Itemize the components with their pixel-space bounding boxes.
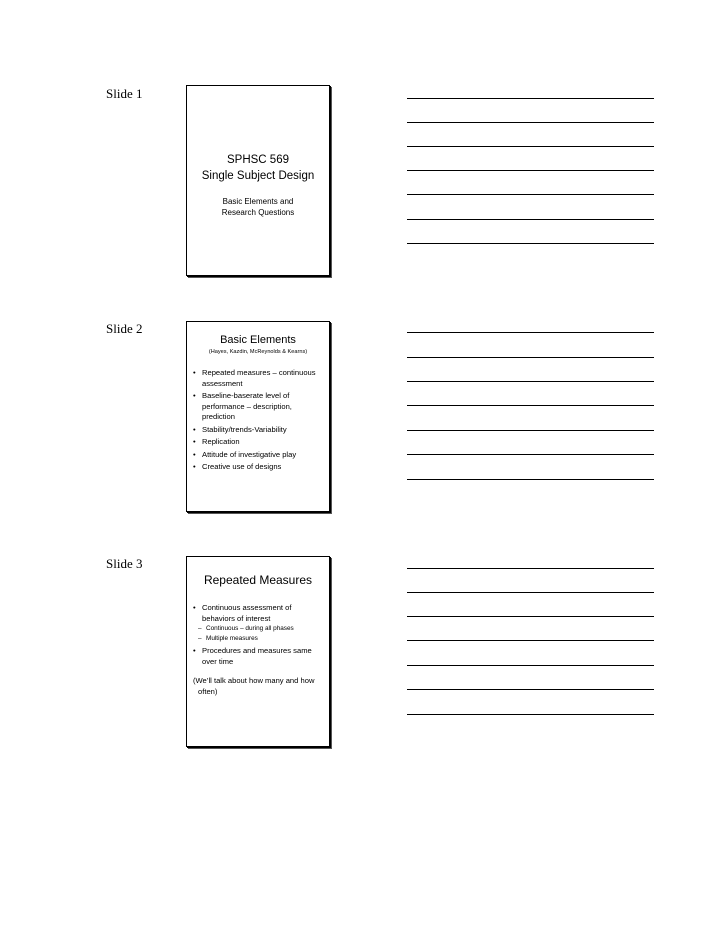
note-line (407, 170, 654, 171)
note-line (407, 568, 654, 569)
slide-1-subtitle-line-2: Research Questions (221, 208, 295, 217)
note-line (407, 381, 654, 382)
slide-1-subtitle-line-1: Basic Elements and (222, 197, 294, 206)
bullet-item: • Replication (193, 437, 325, 448)
note-line (407, 592, 654, 593)
note-line (407, 146, 654, 147)
slide-1-thumbnail (186, 85, 330, 276)
note-line (407, 640, 654, 641)
bullet-item: • Procedures and measures same over time (193, 646, 325, 667)
sub-bullet-item: – Continuous – during all phases (193, 624, 325, 634)
slide-2-thumbnail (186, 321, 330, 512)
slide-2-bullet-list (193, 368, 325, 475)
bullet-item: • Repeated measures – continuous assessment (193, 368, 325, 389)
note-line (407, 454, 654, 455)
slide-1-title-line-1: SPHSC 569 (226, 154, 289, 166)
slide-2-citation: (Hayes, Kazdin, McReynolds & Kearns) (208, 349, 308, 355)
note-line (407, 243, 654, 244)
bullet-item: • Stability/trends-Variability (193, 425, 325, 436)
note-line (407, 357, 654, 358)
slide-2-label: Slide 2 (106, 321, 143, 336)
bullet-item: • Baseline-baserate level of performance – description, prediction (193, 391, 325, 423)
note-line (407, 714, 654, 715)
slide-2-title: Basic Elements (220, 334, 296, 346)
note-line (407, 430, 654, 431)
note-line (407, 479, 654, 480)
note-line (407, 332, 654, 333)
note-line (407, 689, 654, 690)
slide-1-title-line-2: Single Subject Design (201, 170, 315, 182)
bullet-item: • Creative use of designs (193, 462, 325, 473)
note-line (407, 405, 654, 406)
slide-3-thumbnail (186, 556, 330, 747)
note-line (407, 665, 654, 666)
note-line (407, 122, 654, 123)
slide-3-title: Repeated Measures (203, 573, 313, 587)
bullet-item: • Attitude of investigative play (193, 450, 325, 461)
slide-1-label: Slide 1 (106, 86, 143, 101)
sub-bullet-item: – Multiple measures (193, 634, 325, 644)
slide-3-note: (We’ll talk about how many and how often) (193, 676, 315, 696)
note-line (407, 98, 654, 99)
slide-3-bullet-list (193, 603, 325, 697)
bullet-item: • Continuous assessment of behaviors of interest (193, 603, 325, 624)
note-line (407, 219, 654, 220)
note-line (407, 194, 654, 195)
note-line (407, 616, 654, 617)
slide-3-label: Slide 3 (106, 556, 143, 571)
